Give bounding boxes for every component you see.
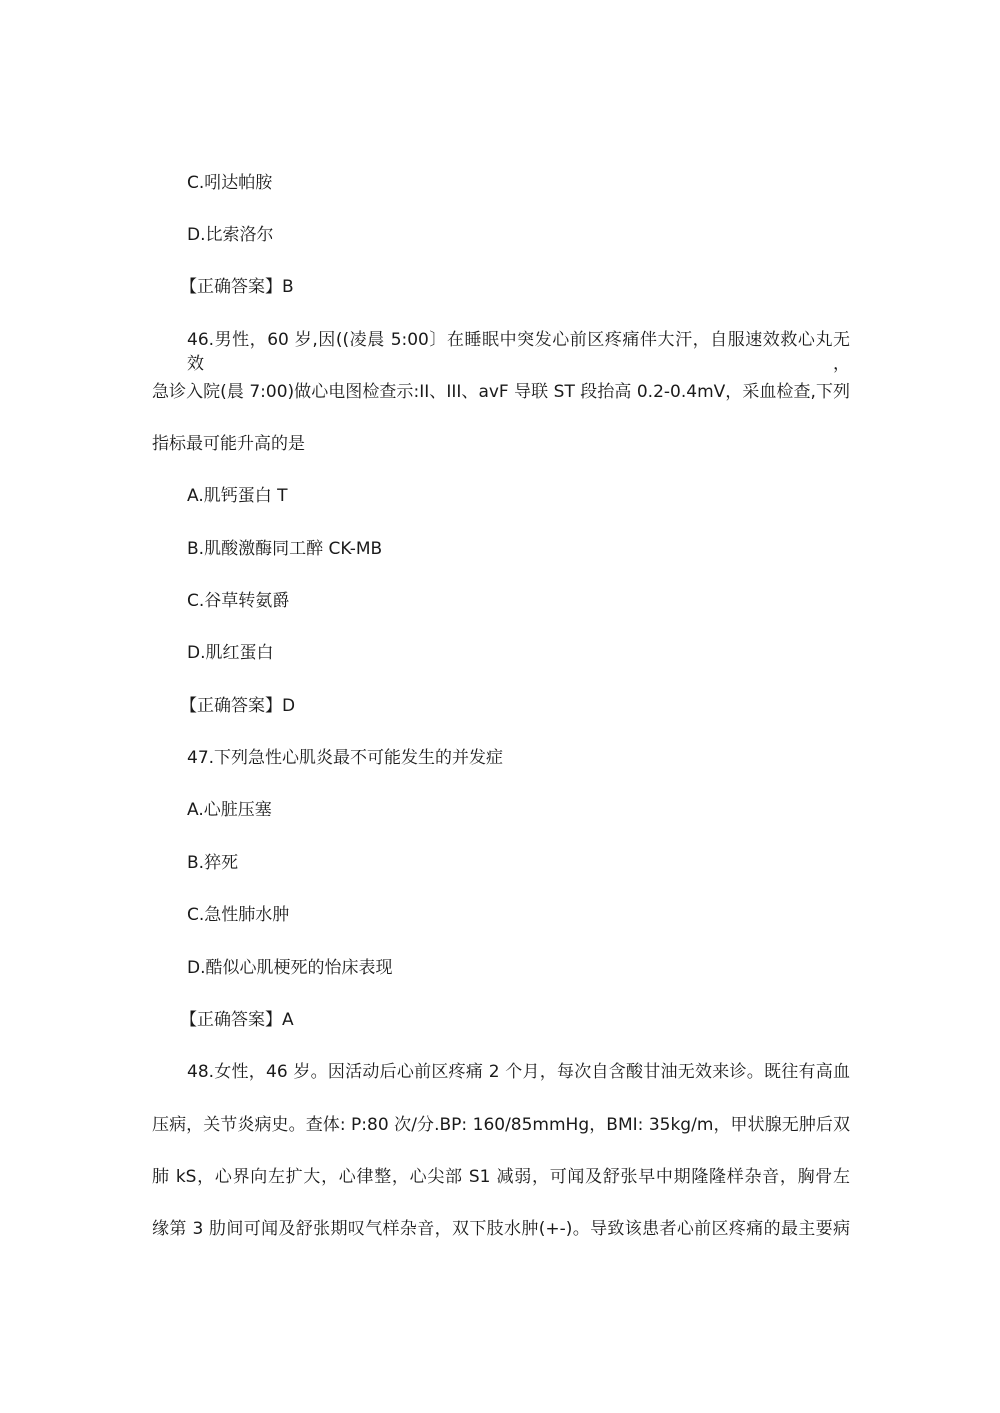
q47-option-d: D.酷似心肌梗死的怡床表现 xyxy=(187,958,393,978)
q48-stem-line3: 肺 kS，心界向左扩大，心律整，心尖部 S1 减弱，可闻及舒张早中期隆隆样杂音，胸骨左 xyxy=(152,1167,850,1187)
q47-stem: 47.下列急性心肌炎最不可能发生的并发症 xyxy=(187,748,504,768)
q46-stem-line2: 急诊入院(晨 7:00)做心电图检查示:II、III、avF 导联 ST 段抬高 0.2-0.4mV，采血检查,下列 xyxy=(152,382,850,402)
q48-stem-line4: 缘第 3 肋间可闻及舒张期叹气样杂音，双下肢水肿(+-)。导致该患者心前区疼痛的最主要病 xyxy=(152,1219,850,1239)
q47-option-c: C.急性肺水肿 xyxy=(187,905,290,925)
q48-stem-line1: 48.女性，46 岁。因活动后心前区疼痛 2 个月，每次自含酸甘油无效来诊。既往有高血 xyxy=(187,1062,850,1082)
q46-option-c: C.谷草转氨爵 xyxy=(187,591,290,611)
prev-option-c: C.吲达帕胺 xyxy=(187,173,273,193)
q46-stem-line3: 指标最可能升高的是 xyxy=(152,434,305,454)
q48-stem-line2: 压病，关节炎病史。查体: P:80 次/分.BP: 160/85mmHg，BMI: 35kg/m，甲状腺无肿后双 xyxy=(152,1115,850,1135)
prev-answer: 【正确答案】B xyxy=(180,277,294,297)
q46-stem-line1: 46.男性，60 岁,因((凌晨 5:00〕在睡眠中突发心前区疼痛伴大汗，自服速效救心丸无效， xyxy=(187,330,850,374)
q47-option-a: A.心脏压塞 xyxy=(187,800,272,820)
q47-option-b: B.猝死 xyxy=(187,853,239,873)
q46-option-b: B.肌酸激酶同工醉 CK-MB xyxy=(187,539,383,559)
q46-answer: 【正确答案】D xyxy=(180,696,296,716)
q46-option-d: D.肌红蛋白 xyxy=(187,643,274,663)
prev-option-d: D.比索洛尔 xyxy=(187,225,274,245)
q47-answer: 【正确答案】A xyxy=(180,1010,294,1030)
q46-option-a: A.肌钙蛋白 T xyxy=(187,486,288,506)
